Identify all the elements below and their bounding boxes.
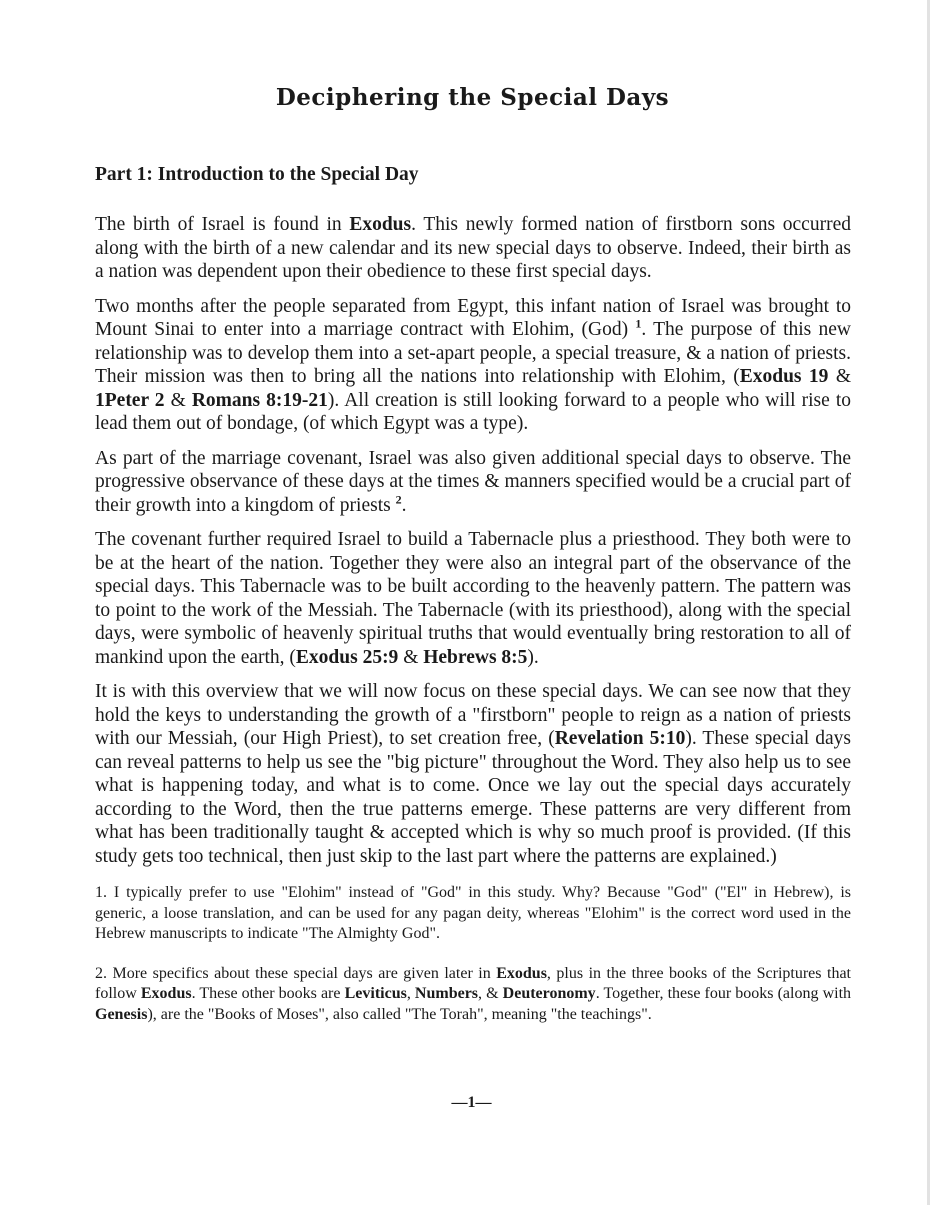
page-number: —1— <box>451 1094 492 1111</box>
bold-reference: Genesis <box>95 1005 148 1023</box>
paragraph-1 <box>95 213 851 284</box>
text-run: , & <box>478 985 503 1002</box>
text-run: & <box>164 389 192 411</box>
page-title: Deciphering the Special Days <box>275 84 670 111</box>
bold-reference: Exodus <box>140 985 192 1002</box>
text-run: . These other books are <box>191 985 345 1002</box>
text-run: It is with this overview that we will now focus on these special days. We can see now that they hold the keys to understanding the growth of a "firstborn" people to reign as a nation of priests with our Messiah, (our High Priest), to set creation free, ( <box>95 681 851 749</box>
paragraph-4 <box>95 528 851 669</box>
footnote-1 <box>95 883 851 945</box>
page-body <box>95 162 851 1025</box>
bold-reference: Numbers <box>414 985 479 1002</box>
bold-reference: Romans 8:19-21 <box>191 389 328 411</box>
text-run: As part of the marriage covenant, Israel was also given additional special days to observe. The progressive observance of these days at the times & manners specified would be a crucial part of their growth into a kingdom of priests <box>95 447 851 516</box>
text-run: ), are the "Books of Moses", also called "The Torah", meaning "the teachings". <box>147 1005 652 1023</box>
text-run: ). All creation is still looking forward to a people who will rise to lead them out of bondage, (of which Egypt was a type). <box>95 389 851 434</box>
text-run: 1. I typically prefer to use "Elohim" instead of "God" in this study. Why? Because "God" ("El" in Hebrew), is generic, a loose translation, and can be used for any pagan deity, whereas "Elohim" is the correct word used in the Hebrew manuscripts to indicate "The Almighty God". <box>95 884 851 942</box>
footnote-2 <box>95 964 851 1026</box>
bold-reference: Deuteronomy <box>502 985 596 1002</box>
bold-reference: Exodus 19 <box>739 366 829 387</box>
text-run: . The purpose of this new relationship was to develop them into a set-apart people, a special treasure, & a nation of priests. Their mission was then to bring all the nations into relationship with Elohim, ( <box>95 319 851 387</box>
section-heading: Part 1: Introduction to the Special Day <box>95 164 419 185</box>
text-run: . This newly formed nation of firstborn sons occurred along with the birth of a new calendar and its new special days to observe. Indeed, their birth as a nation was dependent upon their obedience to these first special days. <box>95 214 851 282</box>
text-run: 2. More specifics about these special days are given later in <box>95 964 497 982</box>
footnote-ref: 2 <box>395 492 402 506</box>
paragraph-3 <box>95 447 851 518</box>
footnote-ref: 1 <box>635 316 642 331</box>
bold-reference: Exodus <box>496 964 547 982</box>
text-run: , plus in the three books of the Scriptures that follow <box>95 964 852 1002</box>
text-run: . Together, these four books (along with <box>595 985 852 1002</box>
bold-reference: 1Peter 2 <box>95 389 165 411</box>
bold-reference: Hebrews 8:5 <box>423 646 528 668</box>
text-run: ). <box>527 646 539 668</box>
text-run: ). These special days can reveal patterns to help us see the "big picture" throughout the Word. They also help us to see what is happening today, and what is to come. Once we lay out the special days accurately according to the Word, then the true patterns emerge. These patterns are very different from what has been traditionally taught & accepted which is why so much proof is provided. (If this study gets too technical, then just skip to the last part where the patterns are explained.) <box>95 728 851 867</box>
text-run: The birth of Israel is found in <box>95 214 350 235</box>
page-edge <box>927 0 930 1205</box>
bold-reference: Exodus 25:9 <box>295 646 399 668</box>
bold-reference: Exodus <box>349 214 412 235</box>
bold-reference: Leviticus <box>344 985 407 1002</box>
text-run: , <box>406 985 415 1002</box>
text-run: . <box>401 494 407 516</box>
text-run: The covenant further required Israel to build a Tabernacle plus a priesthood. They both were to be at the heart of the nation. Together they were also an integral part of the observance of the special days. This Tabernacle was to be built according to the heavenly pattern. The pattern was to point to the work of the Messiah. The Tabernacle (with its priesthood), along with the special days, were symbolic of heavenly spiritual truths that would eventually bring restoration to all of mankind upon the earth, ( <box>95 529 851 668</box>
text-run: & <box>398 646 424 668</box>
bold-reference: Revelation 5:10 <box>554 728 686 749</box>
text-run: & <box>828 366 851 387</box>
text-run: Two months after the people separated from Egypt, this infant nation of Israel was brought to Mount Sinai to enter into a marriage contract with Elohim, (God) <box>95 295 851 340</box>
paragraph-2 <box>95 295 851 436</box>
paragraph-5 <box>95 680 851 868</box>
